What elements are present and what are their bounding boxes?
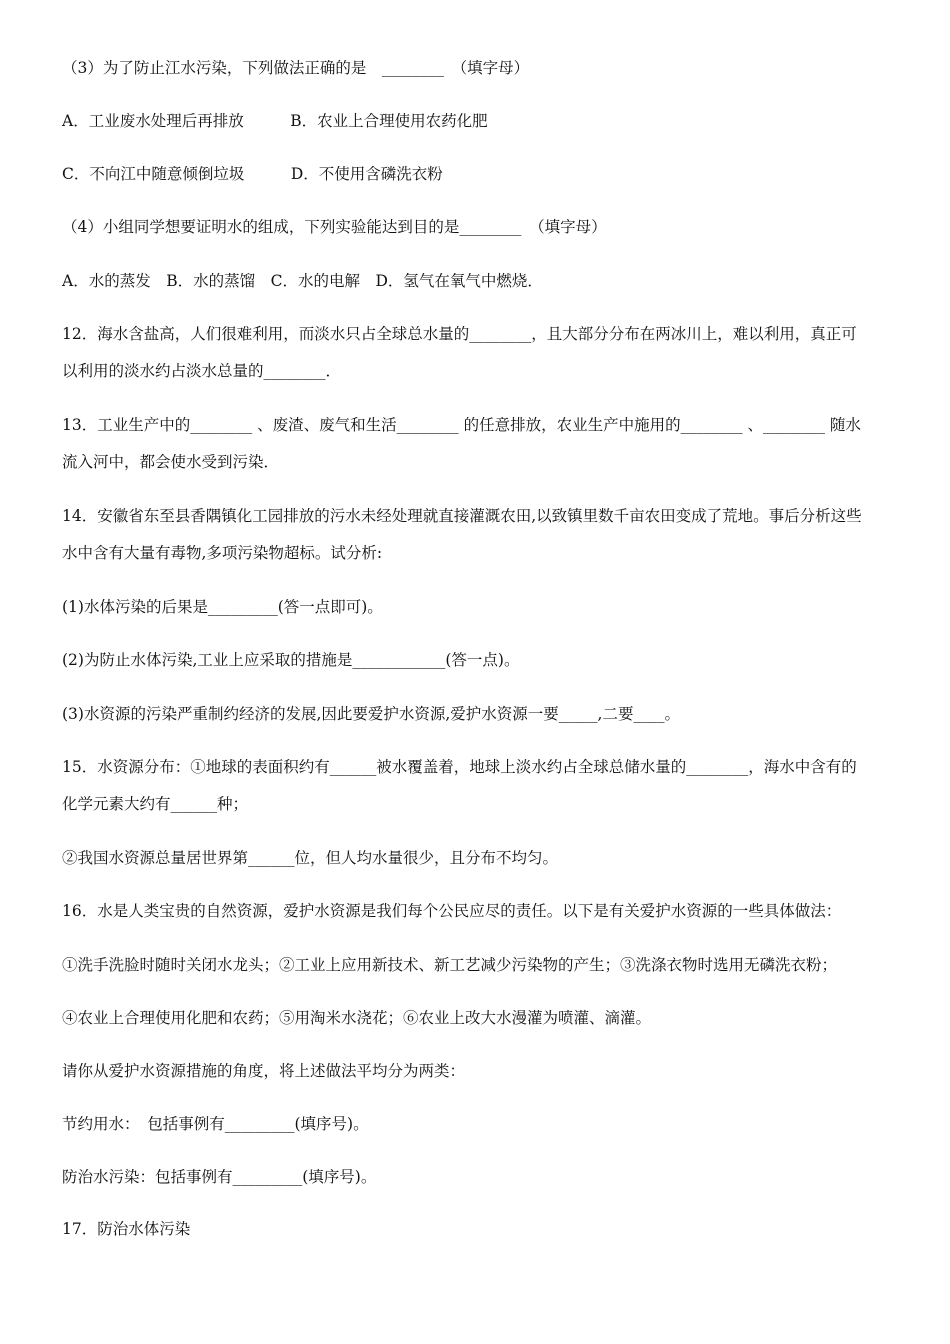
q13-line-2: 流入河中，都会使水受到污染． bbox=[62, 453, 280, 471]
q14-part1: (1)水体污染的后果是_________(答一点即可)。 bbox=[62, 598, 383, 616]
q14-line-2: 水中含有大量有毒物,多项污染物超标。试分析: bbox=[62, 544, 383, 562]
q15-line-1: 15．水资源分布：①地球的表面积约有______被水覆盖着，地球上淡水约占全球总储水量的________，海水中含有的 bbox=[62, 758, 857, 776]
q11-part4-question: （4）小组同学想要证明水的组成，下列实验能达到目的是________ （填字母） bbox=[62, 218, 607, 236]
q11-part3-options-cd: C．不向江中随意倾倒垃圾 D．不使用含磷洗衣粉 bbox=[62, 165, 443, 183]
q17-title: 17．防治水体污染 bbox=[62, 1220, 191, 1238]
q16-measures-2: ④农业上合理使用化肥和农药；⑤用淘米水浇花；⑥农业上改大水漫灌为喷灌、滴灌。 bbox=[62, 1009, 652, 1027]
q16-save-water: 节约用水： 包括事例有_________(填序号)。 bbox=[62, 1115, 369, 1133]
q16-line-1: 16．水是人类宝贵的自然资源，爱护水资源是我们每个公民应尽的责任。以下是有关爱护水资源的一些具体做法： bbox=[62, 902, 842, 920]
q16-measures-1: ①洗手洗脸时随时关闭水龙头；②工业上应用新技术、新工艺减少污染物的产生；③洗涤衣物时选用无磷洗衣粉； bbox=[62, 956, 838, 974]
q11-part3-question: （3）为了防止江水污染，下列做法正确的是 ________ （填字母） bbox=[62, 59, 530, 77]
q14-part2: (2)为防止水体污染,工业上应采取的措施是____________(答一点)。 bbox=[62, 651, 520, 669]
q16-instruction: 请你从爱护水资源措施的角度，将上述做法平均分为两类： bbox=[62, 1062, 466, 1080]
q12-line-1: 12．海水含盐高，人们很难利用，而淡水只占全球总水量的________，且大部分分布在两冰川上，难以利用，真正可 bbox=[62, 325, 857, 343]
q12-line-2: 以利用的淡水约占淡水总量的________． bbox=[62, 362, 342, 380]
q14-part3: (3)水资源的污染严重制约经济的发展,因此要爱护水资源,爱护水资源一要_____,二要____。 bbox=[62, 705, 680, 723]
q13-line-1: 13．工业生产中的________ 、废渣、废气和生活________ 的任意排放，农业生产中施用的________ 、________ 随水 bbox=[62, 416, 861, 434]
q11-part3-options-ab: A．工业废水处理后再排放 B．农业上合理使用农药化肥 bbox=[62, 112, 488, 130]
q15-line-2: 化学元素大约有______种； bbox=[62, 795, 249, 813]
q15-line-3: ②我国水资源总量居世界第______位，但人均水量很少，且分布不均匀。 bbox=[62, 849, 559, 867]
q14-line-1: 14．安徽省东至县香隅镇化工园排放的污水未经处理就直接灌溉农田,以致镇里数千亩农田变成了荒地。事后分析这些 bbox=[62, 507, 862, 525]
q16-prevent-pollution: 防治水污染：包括事例有_________(填序号)。 bbox=[62, 1168, 377, 1186]
q11-part4-options: A．水的蒸发 B．水的蒸馏 C．水的电解 D．氢气在氧气中燃烧． bbox=[62, 272, 543, 290]
